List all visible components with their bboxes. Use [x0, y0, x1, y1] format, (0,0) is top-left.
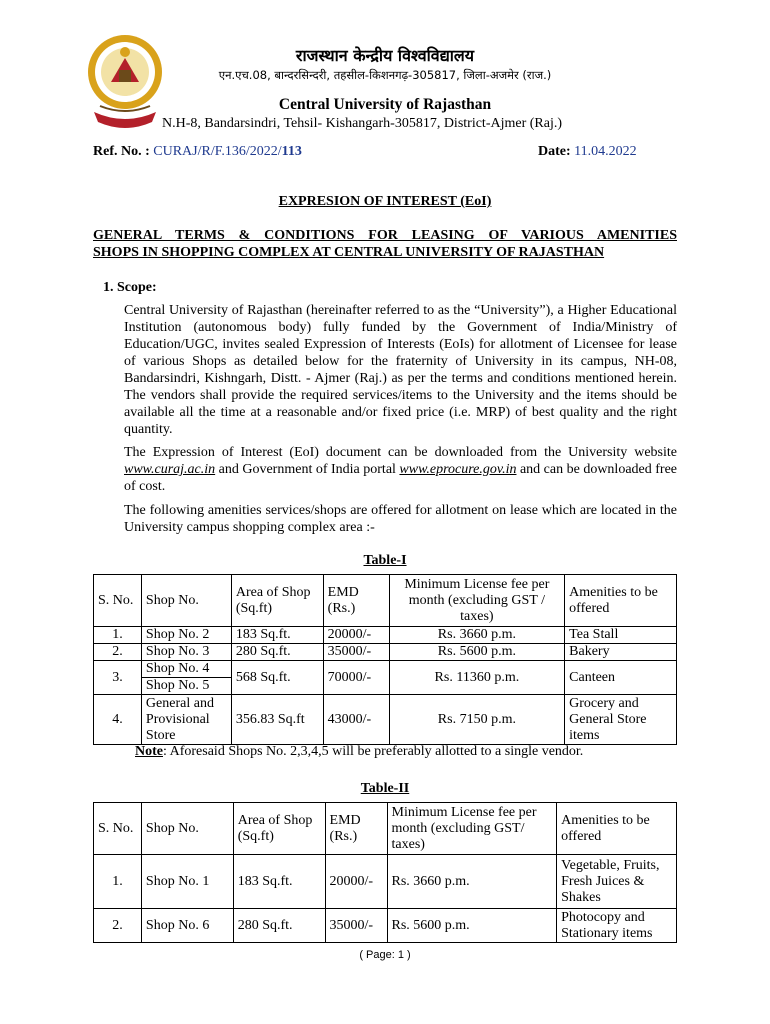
- cell-shop: Shop No. 4: [141, 661, 231, 678]
- cell-emd: 35000/-: [325, 909, 387, 943]
- cell-area: 356.83 Sq.ft: [231, 695, 323, 745]
- th-area: Area of Shop (Sq.ft): [233, 803, 325, 855]
- general-title-line-2: SHOPS IN SHOPPING COMPLEX AT CENTRAL UNIVERSITY OF RAJASTHAN: [93, 244, 605, 260]
- cell-amenity: Tea Stall: [565, 627, 677, 644]
- para2-text-b: and Government of India portal: [215, 462, 400, 477]
- cell-amenity: Grocery and General Store items: [565, 695, 677, 745]
- cell-fee: Rs. 5600 p.m.: [387, 909, 557, 943]
- th-area: Area of Shop (Sq.ft): [231, 575, 323, 627]
- cell-sno: 2.: [94, 644, 142, 661]
- cell-amenity: Vegetable, Fruits, Fresh Juices & Shakes: [557, 855, 677, 909]
- ref-number-suffix: 113: [281, 144, 302, 159]
- cell-shop: Shop No. 6: [141, 909, 233, 943]
- para2-text-a: The Expression of Interest (EoI) document can be downloaded from the University website: [124, 445, 677, 460]
- general-terms-title: [93, 228, 677, 261]
- page-number-footer: ( Page: 1 ): [359, 949, 411, 961]
- table-1-note: [135, 744, 583, 760]
- eoi-title: EXPRESION OF INTEREST (EoI): [278, 194, 492, 209]
- english-university-name: Central University of Rajasthan: [278, 96, 492, 113]
- cell-emd: 35000/-: [323, 644, 389, 661]
- th-fee: Minimum License fee per month (excluding GST / taxes): [389, 575, 565, 627]
- cell-area: 183 Sq.ft.: [233, 855, 325, 909]
- date-label: Date:: [538, 144, 571, 159]
- cell-fee: Rs. 11360 p.m.: [389, 661, 565, 695]
- cell-area: 183 Sq.ft.: [231, 627, 323, 644]
- document-date: [538, 144, 637, 160]
- th-amenity: Amenities to be offered: [557, 803, 677, 855]
- cell-sno: 4.: [94, 695, 142, 745]
- th-emd: EMD (Rs.): [323, 575, 389, 627]
- cell-shop: Shop No. 2: [141, 627, 231, 644]
- english-address: N.H-8, Bandarsindri, Tehsil- Kishangarh-305817, District-Ajmer (Raj.): [162, 116, 563, 131]
- cell-fee: Rs. 5600 p.m.: [389, 644, 565, 661]
- th-shop: Shop No.: [141, 803, 233, 855]
- cell-area: 280 Sq.ft.: [231, 644, 323, 661]
- th-sno: S. No.: [94, 803, 142, 855]
- cell-shop: Shop No. 3: [141, 644, 231, 661]
- table-row: [94, 909, 677, 943]
- table-1-header-row: [94, 575, 677, 627]
- cell-shop: General and Provisional Store: [141, 695, 231, 745]
- th-shop: Shop No.: [141, 575, 231, 627]
- table-row: [94, 695, 677, 745]
- cell-sno: 3.: [94, 661, 142, 695]
- cell-sno: 1.: [94, 855, 142, 909]
- cell-amenity: Canteen: [565, 661, 677, 695]
- table-2-header-row: [94, 803, 677, 855]
- table-2-caption: Table-II: [360, 781, 410, 796]
- date-value: 11.04.2022: [574, 144, 637, 159]
- ref-number-prefix: CURAJ/R/F.136/2022/: [153, 144, 282, 159]
- para2-text-c: and can be downloaded free of cost.: [124, 462, 678, 494]
- ref-label: Ref. No. :: [93, 144, 150, 159]
- general-title-line-1: GENERAL TERMS & CONDITIONS FOR LEASING OF VARIOUS AMENITIES: [93, 228, 677, 243]
- scope-paragraph-2: [124, 444, 677, 495]
- scope-paragraph-1: Central University of Rajasthan (hereinafter referred to as the “University”), a Higher Educational Institution (autonomous body) fully funded by the Government of India/Ministry of Education/UGC, invites sealed Expression of Interests (EoIs) for allotment of Licensee for lease of various Shops as detailed below for the fraternity of University in its campus, NH-08, Bandarsindri, Kishngarh, Distt. - Ajmer (Raj.) as per the terms and conditions mentioned herein. The vendors shall provide the required services/items to the University and the items should be available all the time at a reasonable and/or fixed price (i.e. MRP) of best quality and the right quantity.: [124, 303, 677, 437]
- eprocure-portal-link[interactable]: www.eprocure.gov.in: [399, 462, 517, 477]
- cell-fee: Rs. 7150 p.m.: [389, 695, 565, 745]
- cell-shop: Shop No. 1: [141, 855, 233, 909]
- note-label: Note: [135, 744, 163, 759]
- th-fee: Minimum License fee per month (excluding GST/ taxes): [387, 803, 557, 855]
- cell-fee: Rs. 3660 p.m.: [387, 855, 557, 909]
- cell-area: 568 Sq.ft.: [231, 661, 323, 695]
- curaj-website-link[interactable]: www.curaj.ac.in: [124, 462, 216, 477]
- cell-shop: Shop No. 5: [141, 678, 231, 695]
- table-2: [93, 802, 677, 943]
- th-emd: EMD (Rs.): [325, 803, 387, 855]
- cell-emd: 43000/-: [323, 695, 389, 745]
- cell-sno: 2.: [94, 909, 142, 943]
- cell-emd: 20000/-: [325, 855, 387, 909]
- table-1-caption: Table-I: [363, 553, 407, 568]
- table-row: [94, 644, 677, 661]
- table-row: [94, 661, 677, 678]
- cell-sno: 1.: [94, 627, 142, 644]
- hindi-address: एन.एच.08, बान्दरसिन्दरी, तहसील-किशनगढ़-305817, जिला-अजमेर (राज.): [218, 68, 552, 82]
- scope-paragraph-3: The following amenities services/shops are offered for allotment on lease which are located in the University campus shopping complex area :-: [124, 503, 677, 535]
- cell-emd: 20000/-: [323, 627, 389, 644]
- cell-area: 280 Sq.ft.: [233, 909, 325, 943]
- reference-number: [93, 144, 302, 160]
- hindi-university-name: राजस्थान केन्द्रीय विश्वविद्यालय: [295, 46, 475, 65]
- th-amenity: Amenities to be offered: [565, 575, 677, 627]
- cell-amenity: Photocopy and Stationary items: [557, 909, 677, 943]
- cell-fee: Rs. 3660 p.m.: [389, 627, 565, 644]
- table-row: [94, 627, 677, 644]
- note-text: : Aforesaid Shops No. 2,3,4,5 will be preferably allotted to a single vendor.: [163, 744, 584, 759]
- table-1: [93, 574, 677, 745]
- table-row: [94, 855, 677, 909]
- th-sno: S. No.: [94, 575, 142, 627]
- cell-amenity: Bakery: [565, 644, 677, 661]
- scope-heading: 1. Scope:: [103, 280, 157, 295]
- cell-emd: 70000/-: [323, 661, 389, 695]
